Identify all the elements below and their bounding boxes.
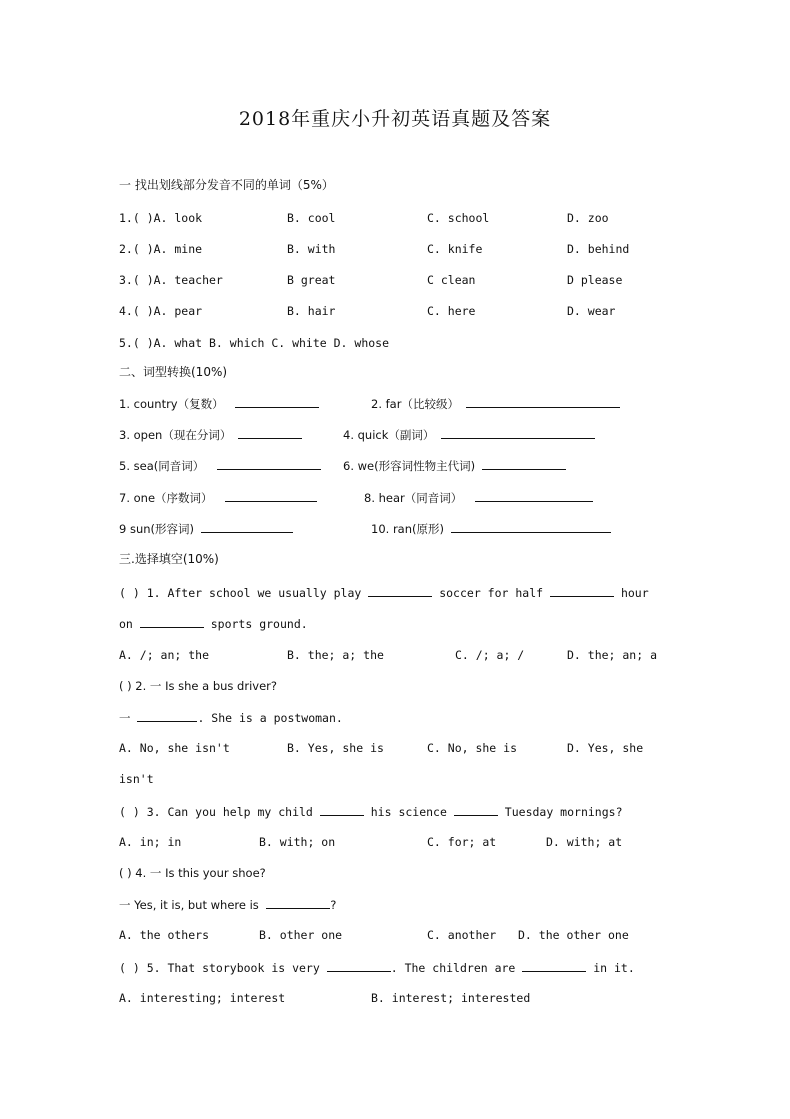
answer-blank[interactable] bbox=[201, 520, 293, 533]
question-stem: 2.( )A. mine bbox=[119, 242, 203, 256]
option-a: A. the others bbox=[119, 928, 210, 942]
answer-blank[interactable] bbox=[451, 520, 611, 533]
answer-blank[interactable] bbox=[466, 395, 620, 408]
stem-text: ( ) 3. Can you help my child bbox=[119, 805, 313, 819]
item-label: 4. quick（副词） bbox=[343, 428, 435, 442]
question-stem: 1.( )A. look bbox=[119, 211, 203, 225]
answer-blank[interactable] bbox=[327, 959, 391, 972]
conversion-item bbox=[119, 426, 302, 443]
option-d: D. wear bbox=[567, 304, 616, 318]
section-1-heading: 一 找出划线部分发音不同的单词（5%） bbox=[119, 178, 334, 192]
question-stem-continued bbox=[119, 615, 308, 632]
conversion-item bbox=[371, 395, 620, 412]
option-b: B. other one bbox=[259, 928, 343, 942]
item-label: 7. one（序数词） bbox=[119, 491, 213, 505]
answer-blank[interactable] bbox=[137, 709, 197, 722]
answer-blank[interactable] bbox=[454, 803, 498, 816]
option-c: C. school bbox=[427, 211, 490, 225]
conversion-item bbox=[119, 489, 317, 506]
conversion-item bbox=[119, 395, 319, 412]
conversion-item bbox=[343, 457, 566, 474]
option-d: D. with; at bbox=[546, 835, 623, 849]
answer-blank[interactable] bbox=[368, 584, 432, 597]
question-stem: ( ) 2. 一 Is she a bus driver? bbox=[119, 679, 277, 693]
answer-blank[interactable] bbox=[550, 584, 614, 597]
option-d: D. the other one bbox=[518, 928, 629, 942]
section-2-heading: 二、词型转换(10%) bbox=[119, 365, 228, 379]
answer-blank[interactable] bbox=[441, 426, 595, 439]
question-stem bbox=[119, 959, 635, 976]
answer-blank[interactable] bbox=[320, 803, 364, 816]
option-d: D. behind bbox=[567, 242, 630, 256]
option-d: D please bbox=[567, 273, 623, 287]
option-b: B. the; a; the bbox=[287, 648, 384, 662]
section-3-heading: 三.选择填空(10%) bbox=[119, 552, 219, 566]
answer-blank[interactable] bbox=[522, 959, 586, 972]
option-c: C. /; a; / bbox=[455, 648, 525, 662]
option-a: A. in; in bbox=[119, 835, 182, 849]
conversion-item bbox=[119, 457, 321, 474]
conversion-item bbox=[371, 520, 611, 537]
conversion-item bbox=[119, 520, 293, 537]
option-c: C. here bbox=[427, 304, 476, 318]
option-b: B. with; on bbox=[259, 835, 336, 849]
option-c: C. another bbox=[427, 928, 497, 942]
stem-text: . The children are bbox=[390, 961, 516, 975]
question-stem-continued bbox=[119, 896, 337, 913]
stem-text: sports ground. bbox=[210, 617, 308, 631]
stem-text: ? bbox=[329, 898, 337, 912]
stem-text: in it. bbox=[593, 961, 635, 975]
item-label: 3. open（现在分词） bbox=[119, 428, 232, 442]
stem-text: Tuesday mornings? bbox=[504, 805, 623, 819]
answer-blank[interactable] bbox=[225, 489, 317, 502]
item-label: 8. hear（同音词） bbox=[364, 491, 463, 505]
question-stem: 4.( )A. pear bbox=[119, 304, 203, 318]
option-c: C. for; at bbox=[427, 835, 497, 849]
answer-blank[interactable] bbox=[266, 896, 330, 909]
option-c: C. knife bbox=[427, 242, 483, 256]
question-stem: 5.( )A. what B. which C. white D. whose bbox=[119, 336, 390, 350]
stem-text: soccer for half bbox=[439, 586, 544, 600]
option-b: B. Yes, she is bbox=[287, 741, 384, 755]
item-label: 9 sun(形容词) bbox=[119, 522, 195, 536]
option-b: B. interest; interested bbox=[371, 991, 531, 1005]
question-stem bbox=[119, 803, 623, 820]
option-c: C clean bbox=[427, 273, 476, 287]
conversion-item bbox=[364, 489, 593, 506]
option-b: B. cool bbox=[287, 211, 336, 225]
option-a: A. interesting; interest bbox=[119, 991, 286, 1005]
answer-blank[interactable] bbox=[140, 615, 204, 628]
option-d-continued: isn't bbox=[119, 772, 154, 786]
option-b: B great bbox=[287, 273, 336, 287]
item-label: 6. we(形容词性物主代词) bbox=[343, 459, 476, 473]
answer-blank[interactable] bbox=[235, 395, 319, 408]
stem-text: 一 bbox=[119, 711, 131, 725]
stem-text: ( ) 1. After school we usually play bbox=[119, 586, 362, 600]
answer-blank[interactable] bbox=[475, 489, 593, 502]
stem-text: . She is a postwoman. bbox=[197, 711, 343, 725]
question-stem: 3.( )A. teacher bbox=[119, 273, 223, 287]
option-d: D. zoo bbox=[567, 211, 609, 225]
answer-blank[interactable] bbox=[238, 426, 302, 439]
stem-text: ( ) 5. That storybook is very bbox=[119, 961, 320, 975]
option-c: C. No, she is bbox=[427, 741, 518, 755]
page-title: 2018年重庆小升初英语真题及答案 bbox=[238, 108, 552, 130]
option-a: A. /; an; the bbox=[119, 648, 210, 662]
item-label: 10. ran(原形) bbox=[371, 522, 444, 536]
item-label: 5. sea(同音词） bbox=[119, 459, 205, 473]
item-label: 1. country（复数） bbox=[119, 397, 224, 411]
stem-text: hour bbox=[620, 586, 649, 600]
option-d: D. the; an; a bbox=[567, 648, 658, 662]
answer-blank[interactable] bbox=[482, 457, 566, 470]
item-label: 2. far（比较级） bbox=[371, 397, 459, 411]
stem-text: on bbox=[119, 617, 133, 631]
stem-text: his science bbox=[370, 805, 447, 819]
question-stem: ( ) 4. 一 Is this your shoe? bbox=[119, 866, 266, 880]
option-b: B. hair bbox=[287, 304, 336, 318]
conversion-item bbox=[343, 426, 595, 443]
question-stem bbox=[119, 584, 649, 601]
option-a: A. No, she isn't bbox=[119, 741, 230, 755]
stem-text: 一 Yes, it is, but where is bbox=[119, 898, 259, 912]
option-b: B. with bbox=[287, 242, 336, 256]
answer-blank[interactable] bbox=[217, 457, 321, 470]
question-stem-continued bbox=[119, 709, 343, 726]
option-d: D. Yes, she bbox=[567, 741, 644, 755]
